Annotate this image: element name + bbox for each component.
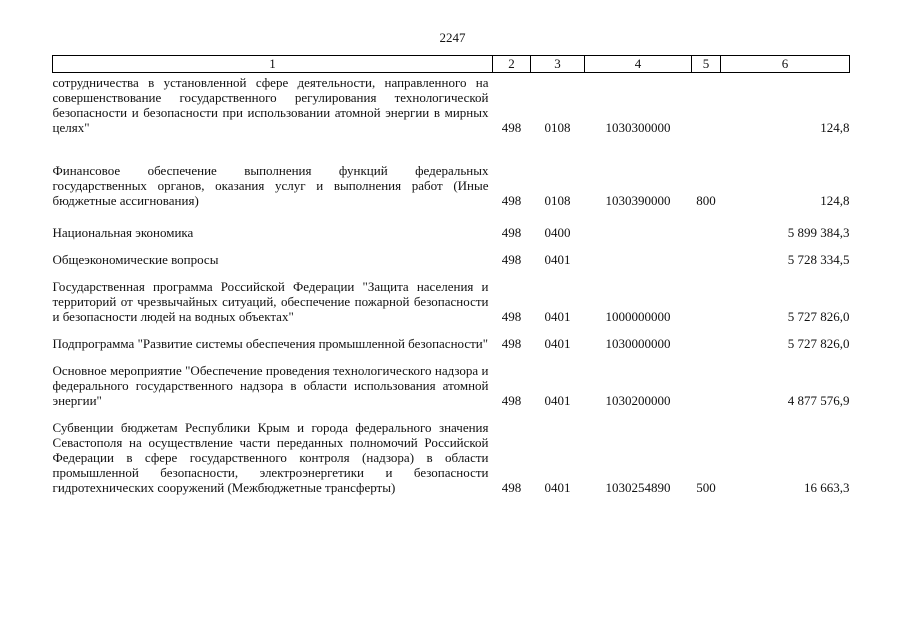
column-header-3: 3 [531,56,585,73]
ministry-code: 498 [501,336,522,351]
section-code: 0401 [544,336,571,351]
target-article-code: 1030300000 [605,120,671,135]
item-name: Общеэкономические вопросы [52,252,219,267]
column-number-header-row [53,56,850,73]
column-header-2: 2 [493,56,531,73]
expense-type-code: 800 [696,193,716,208]
ministry-code: 498 [501,309,522,324]
page-number: 2247 [439,30,466,45]
ministry-code: 498 [501,120,522,135]
item-name: Субвенции бюджетам Республики Крым и города федерального значения Севастополя на осуществление части переданных полномочий Российской Федерации в сфере государственного контроля (надзора) в области промышленной безопасности, электроэнергетики и безопасности гидротехнических сооружений (Межбюджетные трансферты) [52,420,489,495]
expense-type-code: 500 [696,480,716,495]
expense-type-code [692,351,721,408]
table-row [53,324,850,351]
item-name: сотрудничества в установленной сфере деятельности, направленного на совершенствование государственного регулирования технологической безопасности и безопасности при использовании атомной энергии в мирных целях" [52,75,489,135]
ministry-code: 498 [501,480,522,495]
target-article-code: 1030390000 [605,193,671,208]
amount: 5 727 826,0 [787,309,850,324]
amount: 5 728 334,5 [787,252,850,267]
expense-type-code [692,240,721,267]
expense-type-code [692,73,721,136]
budget-table [52,55,850,495]
amount: 5 727 826,0 [787,336,850,351]
table-row [53,408,850,495]
item-name: Финансовое обеспечение выполнения функций федеральных государственных органов, оказания услуг и выполнения работ (Иные бюджетные ассигнования) [52,163,489,208]
target-article-code: 1030254890 [605,480,671,495]
item-name: Государственная программа Российской Федерации "Защита населения и территорий от чрезвычайных ситуаций, обеспечение пожарной безопасности и безопасности людей на водных объектах" [52,279,489,324]
section-code: 0108 [544,120,571,135]
expense-type-code [692,324,721,351]
section-code: 0401 [544,309,571,324]
amount: 124,8 [820,193,850,208]
table-row [53,240,850,267]
expense-type-code [692,208,721,240]
section-code: 0401 [544,252,571,267]
target-article-code: 1030200000 [605,393,671,408]
amount: 5 899 384,3 [787,225,850,240]
section-code: 0401 [544,480,571,495]
section-code: 0108 [544,193,571,208]
section-code: 0400 [544,225,571,240]
amount: 4 877 576,9 [787,393,850,408]
item-name: Основное мероприятие "Обеспечение проведения технологического надзора и федерального государственного надзора в области использования атомной энергии" [52,363,489,408]
expense-type-code [692,267,721,324]
target-article-code [585,240,692,267]
table-row [53,208,850,240]
item-name: Национальная экономика [52,225,194,240]
target-article-code: 1000000000 [605,309,671,324]
column-header-5: 5 [692,56,721,73]
table-row [53,73,850,136]
amount: 124,8 [820,120,850,135]
amount: 16 663,3 [804,480,850,495]
target-article-code: 1030000000 [605,336,671,351]
ministry-code: 498 [501,193,522,208]
item-name: Подпрограмма "Развитие системы обеспечения промышленной безопасности" [52,336,489,351]
ministry-code: 498 [501,225,522,240]
column-header-4: 4 [585,56,692,73]
column-header-6: 6 [721,56,850,73]
section-code: 0401 [544,393,571,408]
column-header-1: 1 [53,56,493,73]
ministry-code: 498 [501,393,522,408]
table-row [53,135,850,208]
table-row [53,267,850,324]
table-row [53,351,850,408]
ministry-code: 498 [501,252,522,267]
target-article-code [585,208,692,240]
